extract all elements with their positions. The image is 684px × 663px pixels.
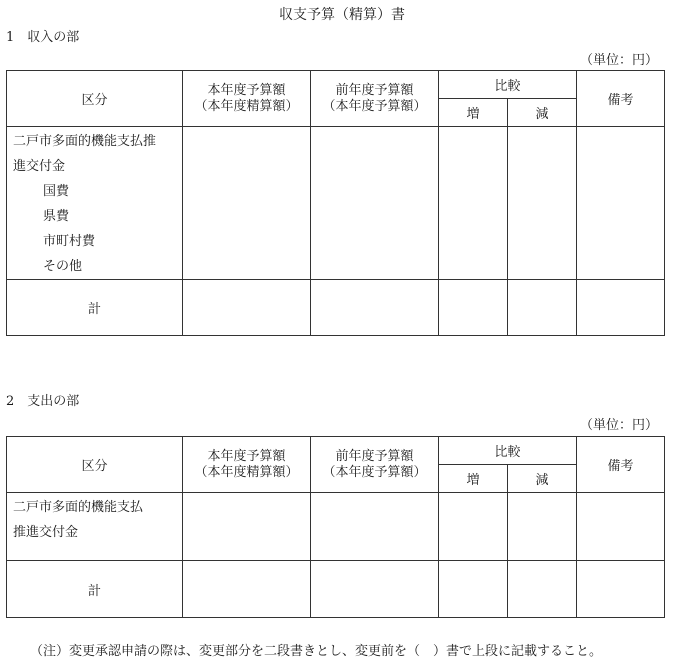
expense-total-decrease	[508, 561, 577, 618]
income-current-cell	[183, 127, 311, 280]
header-compare: 比較	[439, 71, 577, 99]
income-total-previous	[311, 280, 439, 336]
footnote: （注）変更承認申請の際は、変更部分を二段書きとし、変更前を（ ）書で上段に記載すること。	[30, 644, 603, 659]
income-total-current	[183, 280, 311, 336]
income-increase-cell	[439, 127, 508, 280]
header-increase: 増	[439, 99, 508, 127]
header-remarks: 備考	[577, 71, 665, 127]
expense-total-previous	[311, 561, 439, 618]
expense-heading: 2 支出の部	[6, 394, 80, 409]
income-heading: 1 収入の部	[6, 30, 80, 45]
expense-previous-cell	[311, 493, 439, 561]
expense-table	[6, 436, 665, 618]
header-current-line2: （本年度精算額）	[194, 98, 299, 114]
income-item-3: 県費	[43, 209, 70, 224]
document-title: 収支予算（精算）書	[279, 7, 405, 23]
income-item-1: 進交付金	[13, 159, 66, 174]
income-total-label: 計	[7, 280, 183, 336]
expense-total-remarks	[577, 561, 665, 618]
income-total-remarks	[577, 280, 665, 336]
expense-item-1: 推進交付金	[13, 525, 79, 540]
expense-decrease-cell	[508, 493, 577, 561]
header-previous-budget	[311, 71, 439, 127]
header-current-line2: （本年度精算額）	[194, 464, 299, 480]
header-previous-budget	[311, 437, 439, 493]
income-item-4: 市町村費	[43, 234, 96, 249]
header-previous-line2: （本年度予算額）	[322, 464, 427, 480]
header-previous-line1: 前年度予算額	[335, 448, 414, 464]
header-previous-line2: （本年度予算額）	[322, 98, 427, 114]
expense-current-cell	[183, 493, 311, 561]
header-compare: 比較	[439, 437, 577, 465]
header-decrease: 減	[508, 99, 577, 127]
income-unit: （単位：円）	[579, 53, 658, 68]
expense-remarks-cell	[577, 493, 665, 561]
income-total-decrease	[508, 280, 577, 336]
header-decrease: 減	[508, 465, 577, 493]
income-item-2: 国費	[43, 184, 70, 199]
income-table	[6, 70, 665, 336]
header-current-budget	[183, 437, 311, 493]
expense-increase-cell	[439, 493, 508, 561]
expense-item-0: 二戸市多面的機能支払	[13, 500, 144, 515]
income-previous-cell	[311, 127, 439, 280]
income-item-5: その他	[43, 259, 83, 274]
income-decrease-cell	[508, 127, 577, 280]
header-category: 区分	[7, 71, 183, 127]
header-category: 区分	[7, 437, 183, 493]
header-previous-line1: 前年度予算額	[335, 82, 414, 98]
header-current-line1: 本年度予算額	[207, 448, 286, 464]
income-remarks-cell	[577, 127, 665, 280]
income-item-0: 二戸市多面的機能支払推	[13, 134, 157, 149]
expense-total-label: 計	[7, 561, 183, 618]
expense-unit: （単位：円）	[579, 418, 658, 433]
expense-total-current	[183, 561, 311, 618]
income-total-increase	[439, 280, 508, 336]
header-increase: 増	[439, 465, 508, 493]
header-current-budget	[183, 71, 311, 127]
header-current-line1: 本年度予算額	[207, 82, 286, 98]
expense-total-increase	[439, 561, 508, 618]
expense-category-cell	[7, 493, 183, 561]
income-category-cell	[7, 127, 183, 280]
header-remarks: 備考	[577, 437, 665, 493]
